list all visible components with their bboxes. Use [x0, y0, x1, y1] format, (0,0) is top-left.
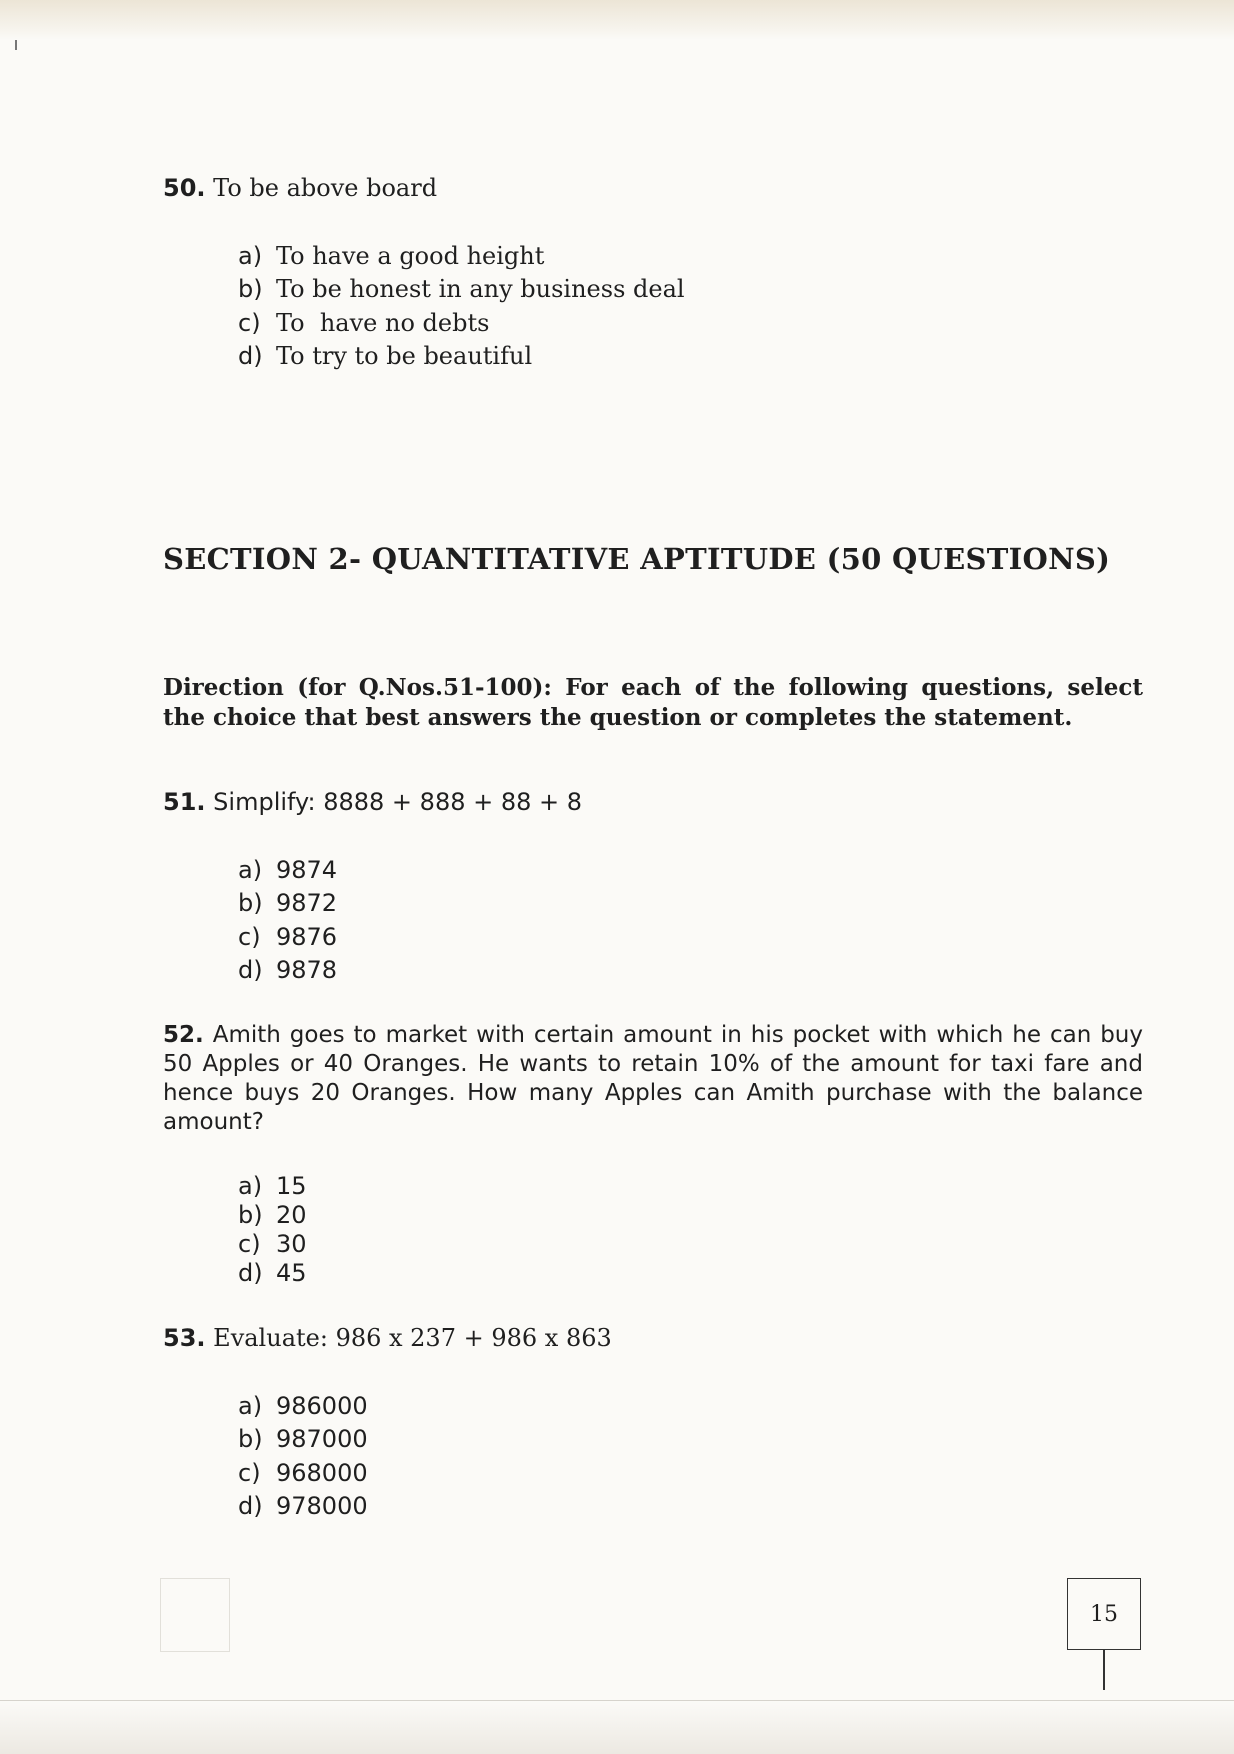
option-d: d) 45: [238, 1258, 307, 1287]
scan-mark: [15, 40, 17, 50]
page-number-tail: [1103, 1650, 1105, 1690]
option-c: c) 968000: [238, 1458, 368, 1487]
direction-text: Direction (for Q.Nos.51-100): For each of the following questions, select the choice that best answers the question or completes the statement.: [163, 674, 1143, 731]
options-50: [238, 239, 685, 373]
option-a: a) 15: [238, 1171, 307, 1200]
question-number: 53: [163, 1324, 197, 1352]
option-a: a) 986000: [238, 1391, 368, 1420]
options-52: [238, 1171, 307, 1287]
option-c: c) To have no debts: [238, 308, 490, 337]
question-stem: Amith goes to market with certain amount in his pocket with which he can buy 50 Apples or 40 Oranges. He wants to retain 10% of the amount for taxi fare and hence buys 20 Oranges. How many Apples can Amith purchase with the balance amount?: [163, 1022, 1143, 1135]
question-52: 52. Amith goes to market with certain amount in his pocket with which he can buy 50 Apples or 40 Oranges. He wants to retain 10% of the amount for taxi fare and hence buys 20 Oranges. How many Apples can Amith purchase with the balance amount?: [163, 1022, 1143, 1135]
option-b: b) 9872: [238, 889, 338, 918]
question-number: 50: [163, 174, 197, 202]
page-number: 15: [1067, 1578, 1141, 1650]
option-b: b) 20: [238, 1200, 307, 1229]
options-51: [238, 853, 337, 987]
option-a: a) 9874: [238, 855, 338, 884]
option-b: b) 987000: [238, 1425, 368, 1454]
option-d: d) To try to be beautiful: [238, 342, 533, 371]
bleed-through-page-box: [160, 1578, 230, 1652]
question-number: 52: [163, 1022, 196, 1048]
question-number: 51: [163, 788, 197, 816]
scan-top-edge: [0, 0, 1234, 40]
option-b: b) To be honest in any business deal: [238, 275, 685, 304]
question-51: 51. Simplify: 8888 + 888 + 88 + 8: [163, 788, 583, 816]
question-stem: Evaluate: 986 x 237 + 986 x 863: [213, 1324, 612, 1352]
scan-bottom-edge: [0, 1700, 1234, 1754]
question-50: 50. To be above board: [163, 174, 438, 202]
question-stem: Simplify: 8888 + 888 + 88 + 8: [213, 788, 583, 816]
section-title: SECTION 2- QUANTITATIVE APTITUDE (50 QUESTIONS): [163, 542, 1111, 576]
options-53: [238, 1389, 368, 1523]
option-d: d) 9878: [238, 956, 338, 985]
question-stem: To be above board: [213, 174, 438, 202]
option-a: a) To have a good height: [238, 241, 545, 270]
option-c: c) 9876: [238, 922, 338, 951]
option-d: d) 978000: [238, 1492, 368, 1521]
option-c: c) 30: [238, 1229, 307, 1258]
question-53: 53. Evaluate: 986 x 237 + 986 x 863: [163, 1324, 612, 1352]
